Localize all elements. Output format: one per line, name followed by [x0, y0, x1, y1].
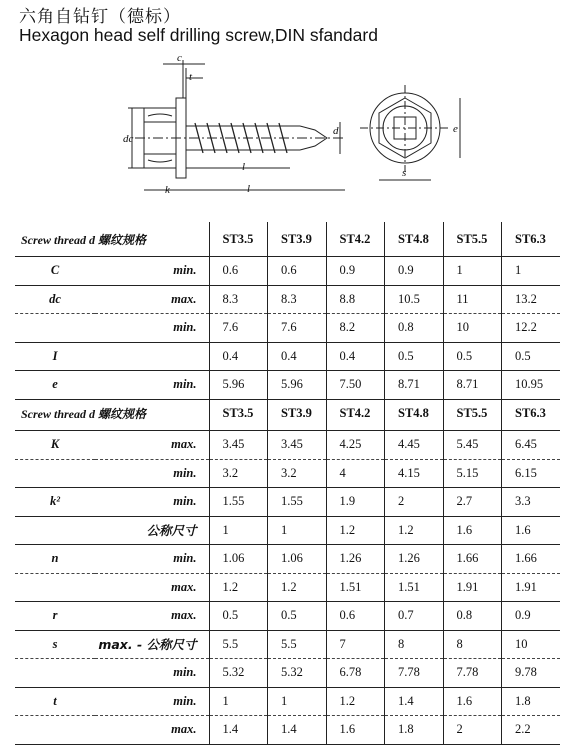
table-row — [15, 257, 560, 286]
table-row — [15, 687, 560, 716]
size-header: ST4.8 — [385, 396, 444, 431]
row-qualifier: max. — [95, 716, 209, 745]
cell-value: 1.4 — [209, 716, 268, 745]
cell-value: 1.6 — [502, 516, 561, 545]
cell-value: 7.78 — [385, 659, 444, 688]
cell-value: 1.51 — [326, 573, 385, 602]
cell-value: 1.2 — [385, 516, 444, 545]
cell-value: 0.5 — [443, 342, 502, 371]
cell-value: 8.71 — [385, 371, 444, 400]
cell-value: 8.3 — [209, 285, 268, 314]
label-c: c — [177, 52, 182, 64]
cell-value: 13.2 — [502, 285, 561, 314]
size-header: ST5.5 — [443, 222, 502, 257]
cell-value: 1.91 — [443, 573, 502, 602]
cell-value: 7.50 — [326, 371, 385, 400]
cell-value: 1 — [209, 516, 268, 545]
cell-value: 1.55 — [268, 488, 327, 517]
row-qualifier — [95, 342, 209, 371]
row-symbol: K — [15, 431, 95, 460]
label-e: e — [453, 123, 458, 135]
table-row — [15, 659, 560, 688]
table-row — [15, 285, 560, 314]
cell-value: 1 — [502, 257, 561, 286]
cell-value: 3.2 — [209, 459, 268, 488]
cell-value: 6.78 — [326, 659, 385, 688]
cell-value: 0.9 — [385, 257, 444, 286]
header-label: Screw thread d 螺纹规格 — [15, 396, 209, 431]
cell-value: 5.15 — [443, 459, 502, 488]
cell-value: 1.06 — [209, 545, 268, 574]
cell-value: 10 — [502, 630, 561, 659]
cell-value: 1.4 — [268, 716, 327, 745]
cell-value: 0.7 — [385, 602, 444, 631]
cell-value: 10.5 — [385, 285, 444, 314]
cell-value: 8.3 — [268, 285, 327, 314]
cell-value: 5.5 — [268, 630, 327, 659]
row-symbol: I — [15, 342, 95, 371]
cell-value: 8.71 — [443, 371, 502, 400]
cell-value: 1.4 — [385, 687, 444, 716]
cell-value: 0.9 — [326, 257, 385, 286]
cell-value: 8 — [385, 630, 444, 659]
row-symbol: r — [15, 602, 95, 631]
row-symbol: dc — [15, 285, 95, 314]
cell-value: 1.2 — [209, 573, 268, 602]
row-qualifier: 公称尺寸 — [95, 516, 209, 545]
spec-table-2 — [15, 396, 560, 745]
cell-value: 4.25 — [326, 431, 385, 460]
row-symbol — [15, 659, 95, 688]
cell-value: 2.7 — [443, 488, 502, 517]
cell-value: 1.6 — [443, 516, 502, 545]
cell-value: 5.32 — [268, 659, 327, 688]
size-header: ST3.5 — [209, 396, 268, 431]
table-row — [15, 545, 560, 574]
cell-value: 3.3 — [502, 488, 561, 517]
table-row — [15, 573, 560, 602]
cell-value: 10.95 — [502, 371, 561, 400]
cell-value: 6.45 — [502, 431, 561, 460]
table-row — [15, 716, 560, 745]
row-qualifier: min. — [95, 371, 209, 400]
cell-value: 0.4 — [209, 342, 268, 371]
label-l1: l — [242, 161, 246, 173]
cell-value: 1.51 — [385, 573, 444, 602]
row-symbol: s — [15, 630, 95, 659]
row-symbol: t — [15, 687, 95, 716]
title-english: Hexagon head self drilling screw,DIN sfandard — [19, 25, 378, 45]
row-qualifier: min. — [95, 659, 209, 688]
cell-value: 4.15 — [385, 459, 444, 488]
cell-value: 1.9 — [326, 488, 385, 517]
row-qualifier: max. - 公称尺寸 — [95, 630, 209, 659]
cell-value: 1.55 — [209, 488, 268, 517]
cell-value: 1 — [209, 687, 268, 716]
table-row — [15, 342, 560, 371]
cell-value: 1 — [268, 687, 327, 716]
cell-value: 2 — [385, 488, 444, 517]
row-symbol — [15, 314, 95, 343]
cell-value: 1.8 — [385, 716, 444, 745]
row-symbol — [15, 459, 95, 488]
size-header: ST6.3 — [502, 396, 561, 431]
label-s: s — [402, 167, 407, 179]
cell-value: 1.6 — [326, 716, 385, 745]
row-qualifier: max. — [95, 285, 209, 314]
row-qualifier: min. — [95, 687, 209, 716]
label-t: t — [189, 71, 193, 83]
cell-value: 1.2 — [268, 573, 327, 602]
cell-value: 0.6 — [268, 257, 327, 286]
size-header: ST5.5 — [443, 396, 502, 431]
row-symbol — [15, 516, 95, 545]
cell-value: 0.6 — [209, 257, 268, 286]
cell-value: 8.2 — [326, 314, 385, 343]
row-qualifier: max. — [95, 602, 209, 631]
cell-value: 1.66 — [502, 545, 561, 574]
row-symbol: e — [15, 371, 95, 400]
cell-value: 7.78 — [443, 659, 502, 688]
spec-table-1 — [15, 222, 560, 400]
cell-value: 0.8 — [443, 602, 502, 631]
screw-technical-drawing — [115, 50, 475, 200]
cell-value: 1.6 — [443, 687, 502, 716]
cell-value: 7.6 — [268, 314, 327, 343]
cell-value: 1 — [443, 257, 502, 286]
cell-value: 7 — [326, 630, 385, 659]
cell-value: 0.5 — [209, 602, 268, 631]
table-row — [15, 516, 560, 545]
row-qualifier: min. — [95, 488, 209, 517]
row-symbol — [15, 573, 95, 602]
cell-value: 5.32 — [209, 659, 268, 688]
cell-value: 1.26 — [385, 545, 444, 574]
cell-value: 0.4 — [268, 342, 327, 371]
cell-value: 4 — [326, 459, 385, 488]
size-header: ST4.8 — [385, 222, 444, 257]
cell-value: 1.66 — [443, 545, 502, 574]
size-header: ST4.2 — [326, 396, 385, 431]
cell-value: 5.5 — [209, 630, 268, 659]
cell-value: 1.26 — [326, 545, 385, 574]
table-row — [15, 630, 560, 659]
cell-value: 0.6 — [326, 602, 385, 631]
size-header: ST3.9 — [268, 396, 327, 431]
cell-value: 0.4 — [326, 342, 385, 371]
size-header: ST4.2 — [326, 222, 385, 257]
cell-value: 0.9 — [502, 602, 561, 631]
title-chinese: 六角自钻钉（德标） — [19, 7, 181, 27]
row-qualifier: max. — [95, 431, 209, 460]
cell-value: 11 — [443, 285, 502, 314]
table-row — [15, 431, 560, 460]
row-qualifier: min. — [95, 459, 209, 488]
row-symbol: C — [15, 257, 95, 286]
table-header-row — [15, 222, 560, 257]
cell-value: 7.6 — [209, 314, 268, 343]
label-dc: dc — [123, 133, 134, 145]
row-qualifier: min. — [95, 257, 209, 286]
cell-value: 0.5 — [385, 342, 444, 371]
size-header: ST6.3 — [502, 222, 561, 257]
table-row — [15, 602, 560, 631]
cell-value: 10 — [443, 314, 502, 343]
table-header-row — [15, 396, 560, 431]
cell-value: 5.96 — [209, 371, 268, 400]
row-qualifier: min. — [95, 314, 209, 343]
table-row — [15, 371, 560, 400]
cell-value: 6.15 — [502, 459, 561, 488]
table-row — [15, 314, 560, 343]
cell-value: 8.8 — [326, 285, 385, 314]
label-l2: l — [247, 183, 251, 195]
cell-value: 5.96 — [268, 371, 327, 400]
size-header: ST3.9 — [268, 222, 327, 257]
cell-value: 8 — [443, 630, 502, 659]
cell-value: 1.8 — [502, 687, 561, 716]
cell-value: 2.2 — [502, 716, 561, 745]
row-symbol: k² — [15, 488, 95, 517]
label-k: k — [165, 184, 170, 196]
cell-value: 3.2 — [268, 459, 327, 488]
table-row — [15, 459, 560, 488]
cell-value: 1.2 — [326, 687, 385, 716]
cell-value: 1.91 — [502, 573, 561, 602]
cell-value: 2 — [443, 716, 502, 745]
table-row — [15, 488, 560, 517]
cell-value: 9.78 — [502, 659, 561, 688]
row-symbol — [15, 716, 95, 745]
cell-value: 3.45 — [268, 431, 327, 460]
row-symbol: n — [15, 545, 95, 574]
row-qualifier: min. — [95, 545, 209, 574]
header-label: Screw thread d 螺纹规格 — [15, 222, 209, 257]
label-d: d — [333, 125, 339, 137]
cell-value: 1.2 — [326, 516, 385, 545]
cell-value: 5.45 — [443, 431, 502, 460]
cell-value: 0.5 — [268, 602, 327, 631]
row-qualifier: max. — [95, 573, 209, 602]
cell-value: 4.45 — [385, 431, 444, 460]
cell-value: 1 — [268, 516, 327, 545]
cell-value: 0.5 — [502, 342, 561, 371]
cell-value: 1.06 — [268, 545, 327, 574]
cell-value: 3.45 — [209, 431, 268, 460]
cell-value: 0.8 — [385, 314, 444, 343]
size-header: ST3.5 — [209, 222, 268, 257]
cell-value: 12.2 — [502, 314, 561, 343]
